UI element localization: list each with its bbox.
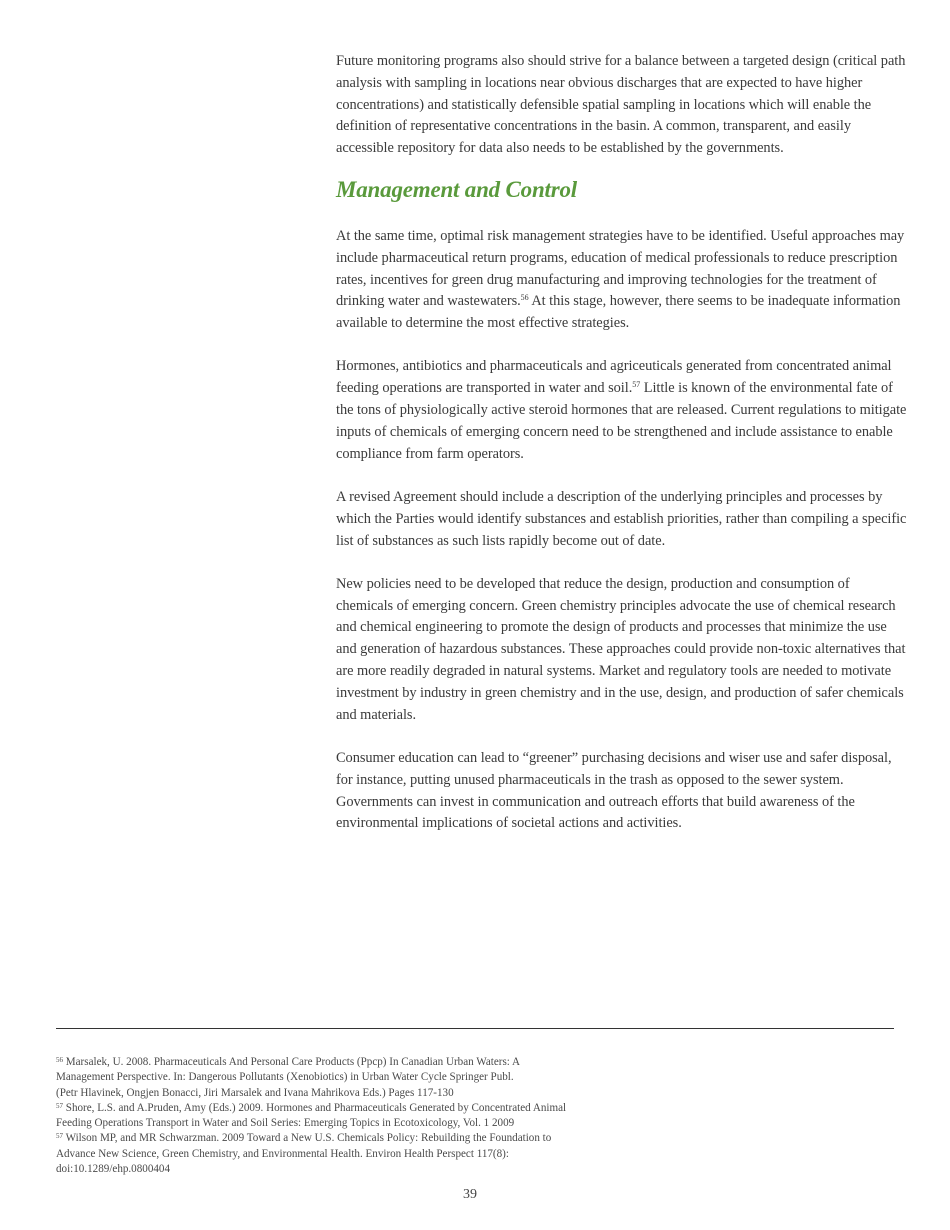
footnote-line xyxy=(56,1055,656,1070)
footnote-line: doi:10.1289/ehp.0800404 xyxy=(56,1163,171,1176)
paragraph-text: At the same time, optimal risk management strategies have to be identified. Useful approaches may include pharmaceutical return programs, education of medical professionals to reduce prescription rates, incentives for green drug manufacturing and improving technologies for the treatment of drinking water and wastewaters. xyxy=(336,227,905,310)
page-number: 39 xyxy=(463,1187,477,1202)
footnote-line: (Petr Hlavinek, Ongjen Bonacci, Jiri Marsalek and Ivana Mahrikova Eds.) Pages 117-130 xyxy=(56,1086,454,1099)
paragraph-consumer-education: Consumer education can lead to “greener” purchasing decisions and wiser use and safer disposal, for instance, putting unused pharmaceuticals in the trash as opposed to the sewer system. Governments can invest in communication and outreach efforts that build awareness of the environmental implications of societal actions and activities. xyxy=(336,749,892,832)
main-text-column xyxy=(336,51,908,857)
footnotes-section xyxy=(56,1055,656,1177)
footnote-line: Management Perspective. In: Dangerous Pollutants (Xenobiotics) in Urban Water Cycle Springer Publ. xyxy=(56,1071,514,1084)
footnote-line xyxy=(56,1101,656,1116)
paragraph-revised-agreement: A revised Agreement should include a description of the underlying principles and processes by which the Parties would identify substances and establish priorities, rather than compiling a specific list of substances as such lists rapidly become out of date. xyxy=(336,488,907,549)
footnote-divider xyxy=(56,1028,894,1029)
footnote-57-shore xyxy=(56,1101,656,1132)
footnote-text: Shore, L.S. and A.Pruden, Amy (Eds.) 2009. Hormones and Pharmaceuticals Generated by Concentrated Animal xyxy=(63,1101,567,1114)
footnote-line: Advance New Science, Green Chemistry, and Environmental Health. Environ Health Perspect 117(8): xyxy=(56,1147,509,1160)
footnote-text: Marsalek, U. 2008. Pharmaceuticals And Personal Care Products (Ppcp) In Canadian Urban Waters: A xyxy=(63,1056,521,1068)
footnote-mark: 56 xyxy=(56,1056,63,1064)
footnote-reference[interactable]: 57 xyxy=(632,380,641,390)
footnote-text: Wilson MP, and MR Schwarzman. 2009 Toward a New U.S. Chemicals Policy: Rebuilding the Foundation to xyxy=(63,1132,552,1145)
footnote-mark: 57 xyxy=(56,1101,63,1110)
paragraph-text: At this stage, however, there seems to be inadequate information available to determine the most effective strategies. xyxy=(336,293,901,332)
paragraph-text: Little is known of the environmental fate of the tons of physiologically active steroid hormones that are released. Current regulations to mitigate inputs of chemicals of emerging concern need to be strengthened and include assistance to enable compliance from farm operators. xyxy=(336,380,907,462)
footnote-line: Feeding Operations Transport in Water and Soil Series: Emerging Topics in Ecotoxicology, Vol. 1 2009 xyxy=(56,1117,515,1130)
section-title: Management and Control xyxy=(336,176,577,202)
paragraph-risk-management xyxy=(336,226,908,335)
paragraph-text: Hormones, antibiotics and pharmaceuticals and agriceuticals generated from concentrated animal feeding operations are transported in water and soil. xyxy=(336,358,892,397)
footnote-mark: 57 xyxy=(56,1132,63,1141)
paragraph-new-policies: New policies need to be developed that reduce the design, production and consumption of chemicals of emerging concern. Green chemistry principles advocate the use of chemical research and chemical engineering to promote the design of products and processes that minimize the use and generation of hazardous substances. These approaches could provide non-toxic alternatives that are more readily degraded in natural systems. Market and regulatory tools are needed to motivate investment by industry in green chemistry and in the use, design, and production of safer chemicals and materials. xyxy=(336,575,906,723)
footnote-57-wilson xyxy=(56,1131,656,1177)
footnote-line xyxy=(56,1131,656,1146)
intro-paragraph: Future monitoring programs also should strive for a balance between a targeted design (critical path analysis with sampling in locations near obvious discharges that are expected to have higher concentrations) and statistically defensible spatial sampling in locations which will enable the definition of representative concentrations in the basin. A common, transparent, and easily accessible repository for data also needs to be established by the governments. xyxy=(336,53,906,157)
footnote-56 xyxy=(56,1055,656,1101)
paragraph-hormones xyxy=(336,356,908,465)
footnote-reference[interactable]: 56 xyxy=(520,293,529,303)
